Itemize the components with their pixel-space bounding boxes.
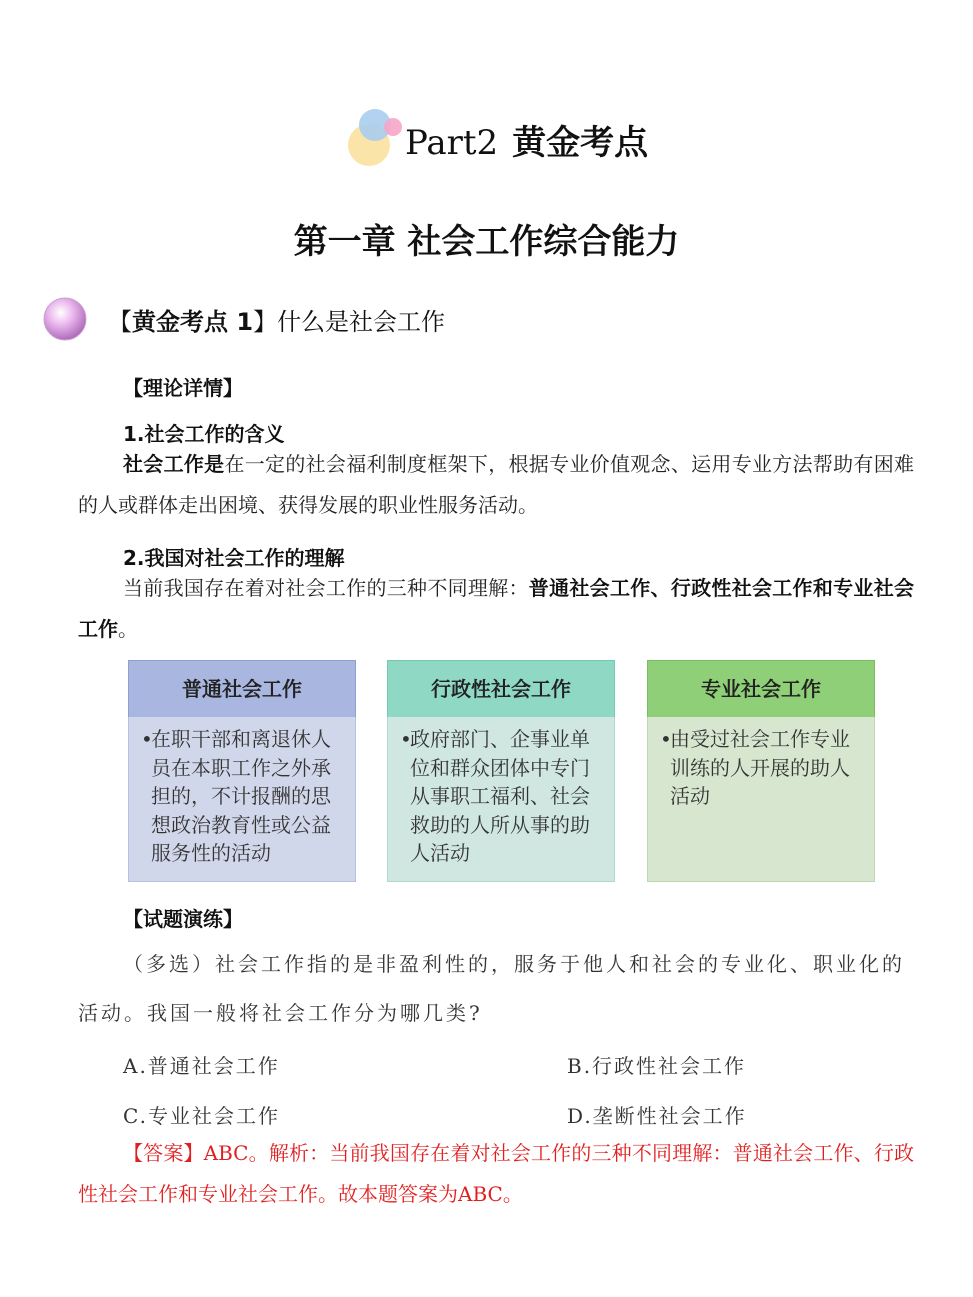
section-subtitle: 什么是社会工作: [277, 308, 446, 336]
bullet-icon: •: [400, 727, 412, 751]
part-heading: 黄金考点: [512, 123, 649, 163]
point1-heading-text: 1.社会工作的含义: [123, 422, 285, 446]
option-c: C.专业社会工作: [123, 1104, 280, 1128]
orb-bullet-icon: [42, 296, 88, 342]
point2-text-bold: 普通社会工作、行政性社会工作和专业社会工作: [78, 576, 915, 641]
option-d: D.垄断性社会工作: [567, 1104, 747, 1128]
category-box-administrative: [387, 660, 615, 883]
option-b: B.行政性社会工作: [567, 1054, 747, 1078]
part-title: [405, 115, 648, 164]
category-box-body: [128, 717, 356, 882]
bullet-icon: •: [660, 727, 672, 751]
category-box-body: [387, 717, 615, 882]
exercise-question: （多选）社会工作指的是非盈利性的，服务于他人和社会的专业化、职业化的活动。我国一般将社会工作分为哪几类?: [78, 952, 905, 1025]
point1-text: 在一定的社会福利制度框架下，根据专业价值观念、运用专业方法帮助有困难的人或群体走出困境、获得发展的职业性服务活动。: [78, 452, 915, 517]
category-box-desc: 政府部门、企事业单位和群众团体中专门从事职工福利、社会救助的人所从事的助人活动: [410, 727, 590, 865]
section-title: [108, 302, 445, 337]
theory-heading: 【理论详情】: [123, 376, 243, 400]
category-box-body: [647, 717, 875, 882]
exercise-heading: 【试题演练】: [123, 907, 243, 931]
point2-heading: [123, 542, 345, 571]
point1-term: 社会工作是: [123, 452, 225, 476]
answer-explanation: 【答案】ABC。解析：当前我国存在着对社会工作的三种不同理解：普通社会工作、行政性社会工作和专业社会工作。故本题答案为ABC。: [78, 1141, 914, 1206]
chapter-title: 第一章 社会工作综合能力: [293, 222, 680, 262]
point2-text-end: 。: [118, 617, 138, 641]
category-box-title: 专业社会工作: [647, 660, 875, 717]
section-bracket-close: 】: [253, 308, 278, 336]
point1-paragraph: [78, 444, 914, 526]
category-box-desc: 在职干部和离退休人员在本职工作之外承担的，不计报酬的思想政治教育性或公益服务性的活动: [151, 727, 331, 865]
part-label: Part2: [405, 123, 499, 163]
bubbles-decoration-icon: [345, 105, 411, 171]
point2-heading-text: 2.我国对社会工作的理解: [123, 546, 345, 570]
category-box-title: 行政性社会工作: [387, 660, 615, 717]
section-name: 黄金考点 1: [132, 308, 254, 336]
bullet-icon: •: [141, 727, 153, 751]
category-box-professional: [647, 660, 875, 883]
category-box-title: 普通社会工作: [128, 660, 356, 717]
category-box-desc: 由受过社会工作专业训练的人开展的助人活动: [670, 727, 850, 808]
point2-text-plain: 当前我国存在着对社会工作的三种不同理解：: [123, 576, 529, 600]
option-a: A.普通社会工作: [123, 1054, 280, 1078]
point2-paragraph: [78, 568, 914, 650]
point1-heading: [123, 418, 285, 447]
section-bracket-open: 【: [108, 308, 132, 336]
category-box-general: [128, 660, 356, 883]
